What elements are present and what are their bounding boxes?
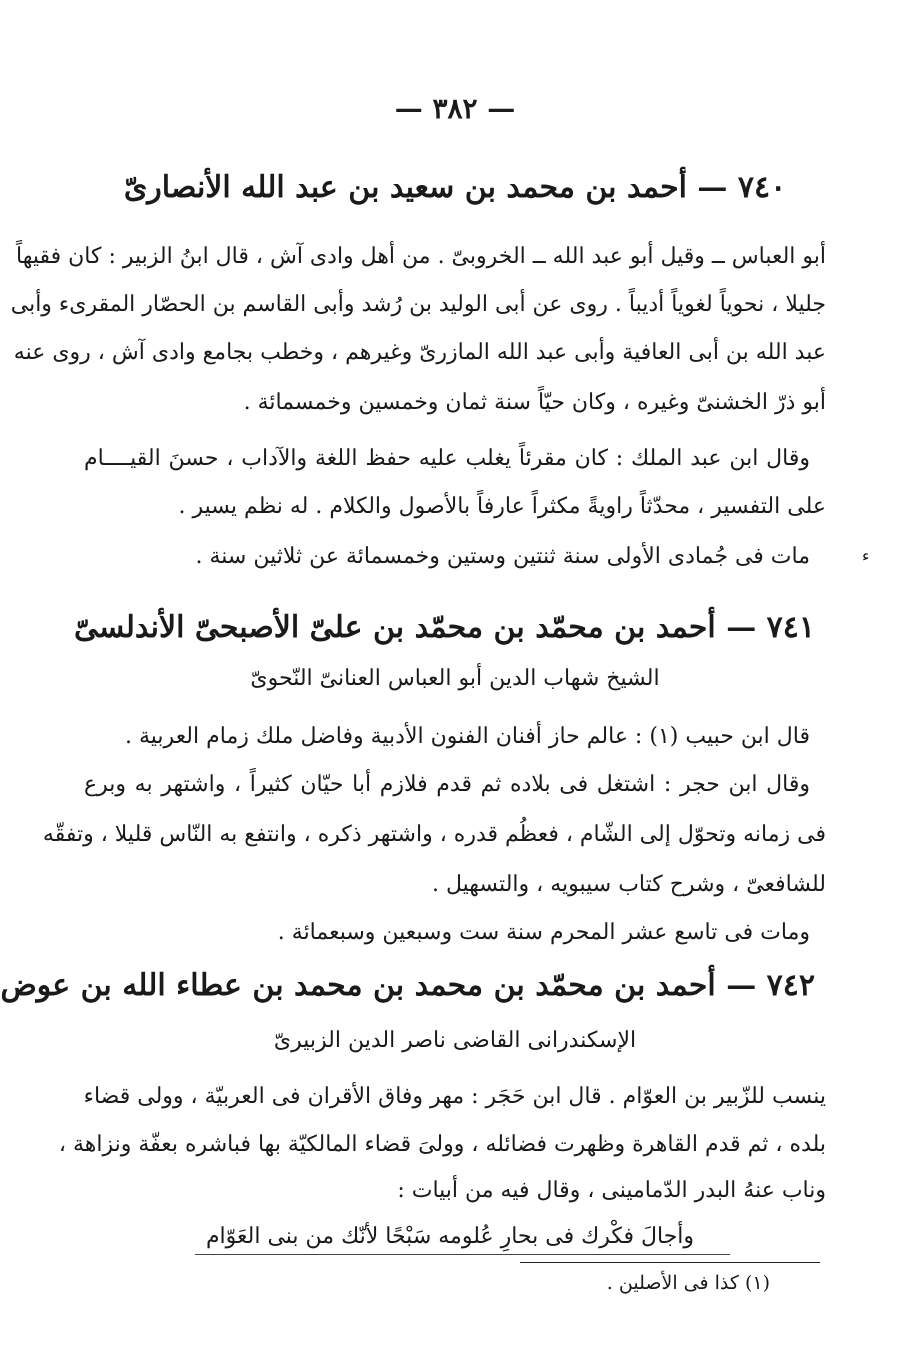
entry-740-line-4: أبو ذرّ الخشنىّ وغيره ، وكان حيّاً سنة ثمان وخمسين وخمسمائة . [243, 390, 826, 415]
entry-741-line-4: للشافعىّ ، وشرح كتاب سيبويه ، والتسهيل . [432, 872, 826, 897]
entry-740-line-1: أبو العباس ــ وقيل أبو عبد الله ــ الخروبىّ . من أهل وادى آش ، قال ابنُ الزبير : كان فقيهاً [16, 244, 826, 269]
page-number: — ٣٨٢ — [394, 92, 516, 125]
entry-740-line-5: وقال ابن عبد الملك : كان مقرئاً يغلب عليه حفظ اللغة والآداب ، حسنَ القيــــام [84, 446, 810, 471]
entry-742-heading: ٧٤٢ — أحمد بن محمّد بن محمد بن محمد بن عطاء الله بن عوض [0, 968, 815, 1003]
footnote-divider [520, 1262, 820, 1263]
entry-742-line-2: بلده ، ثم قدم القاهرة وظهرت فضائله ، وولىَ قضاء المالكيّة بها فباشره بعفّة ونزاهة ، [58, 1132, 826, 1157]
entry-742-subtitle: الإسكندرانى القاضى ناصر الدين الزبيرىّ [273, 1028, 637, 1053]
entry-741-heading: ٧٤١ — أحمد بن محمّد بن محمّد بن علىّ الأصبحىّ الأندلسىّ [74, 610, 815, 645]
entry-740-line-2: جليلا ، نحوياً لغوياً أديباً . روى عن أبى الوليد بن رُشد وأبى القاسم بن الحصّار المقرىء وأبى [10, 292, 826, 317]
margin-mark: ء [862, 546, 870, 565]
entry-742-line-3: وناب عنهُ البدر الدّمامينى ، وقال فيه من أبيات : [397, 1178, 826, 1203]
entry-741-line-1: قال ابن حبيب (١) : عالم حاز أفنان الفنون الأدبية وفاضل ملك زمام العربية . [125, 724, 810, 749]
entry-742-line-1: ينسب للزّبير بن العوّام . قال ابن حَجَر : مهر وفاق الأقران فى العربيّة ، وولى قضاء [83, 1084, 826, 1109]
entry-740-line-3: عبد الله بن أبى العافية وأبى عبد الله المازرىّ وغيرهم ، وخطب بجامع وادى آش ، روى عنه [13, 340, 826, 365]
entry-741-line-2: وقال ابن حجر : اشتغل فى بلاده ثم قدم فلازم أبا حيّان كثيراً ، واشتهر به وبرع [84, 772, 810, 797]
entry-742-verse: وأجالَ فكْرك فى بحارِ عُلومه سَبْحًا لأنّك من بنى العَوّام [205, 1224, 695, 1249]
verse-underline [195, 1254, 730, 1255]
entry-740-heading: ٧٤٠ — أحمد بن محمد بن سعيد بن عبد الله الأنصارىّ [123, 170, 787, 205]
entry-740-line-7: مات فى جُمادى الأولى سنة ثنتين وستين وخمسمائة عن ثلاثين سنة . [195, 544, 810, 569]
entry-741-subtitle: الشيخ شهاب الدين أبو العباس العنانىّ النّحوىّ [250, 666, 660, 691]
footnote: (١) كذا فى الأصلين . [606, 1272, 770, 1294]
entry-740-line-6: على التفسير ، محدّثاً راويةً مكثراً عارفاً بالأصول والكلام . له نظم يسير . [178, 494, 826, 519]
entry-741-line-5: ومات فى تاسع عشر المحرم سنة ست وسبعين وسبعمائة . [277, 920, 810, 945]
entry-741-line-3: فى زمانه وتحوّل إلى الشّام ، فعظُم قدره ، واشتهر ذكره ، وانتفع به النّاس قليلا ، وتفقّه [42, 822, 826, 847]
